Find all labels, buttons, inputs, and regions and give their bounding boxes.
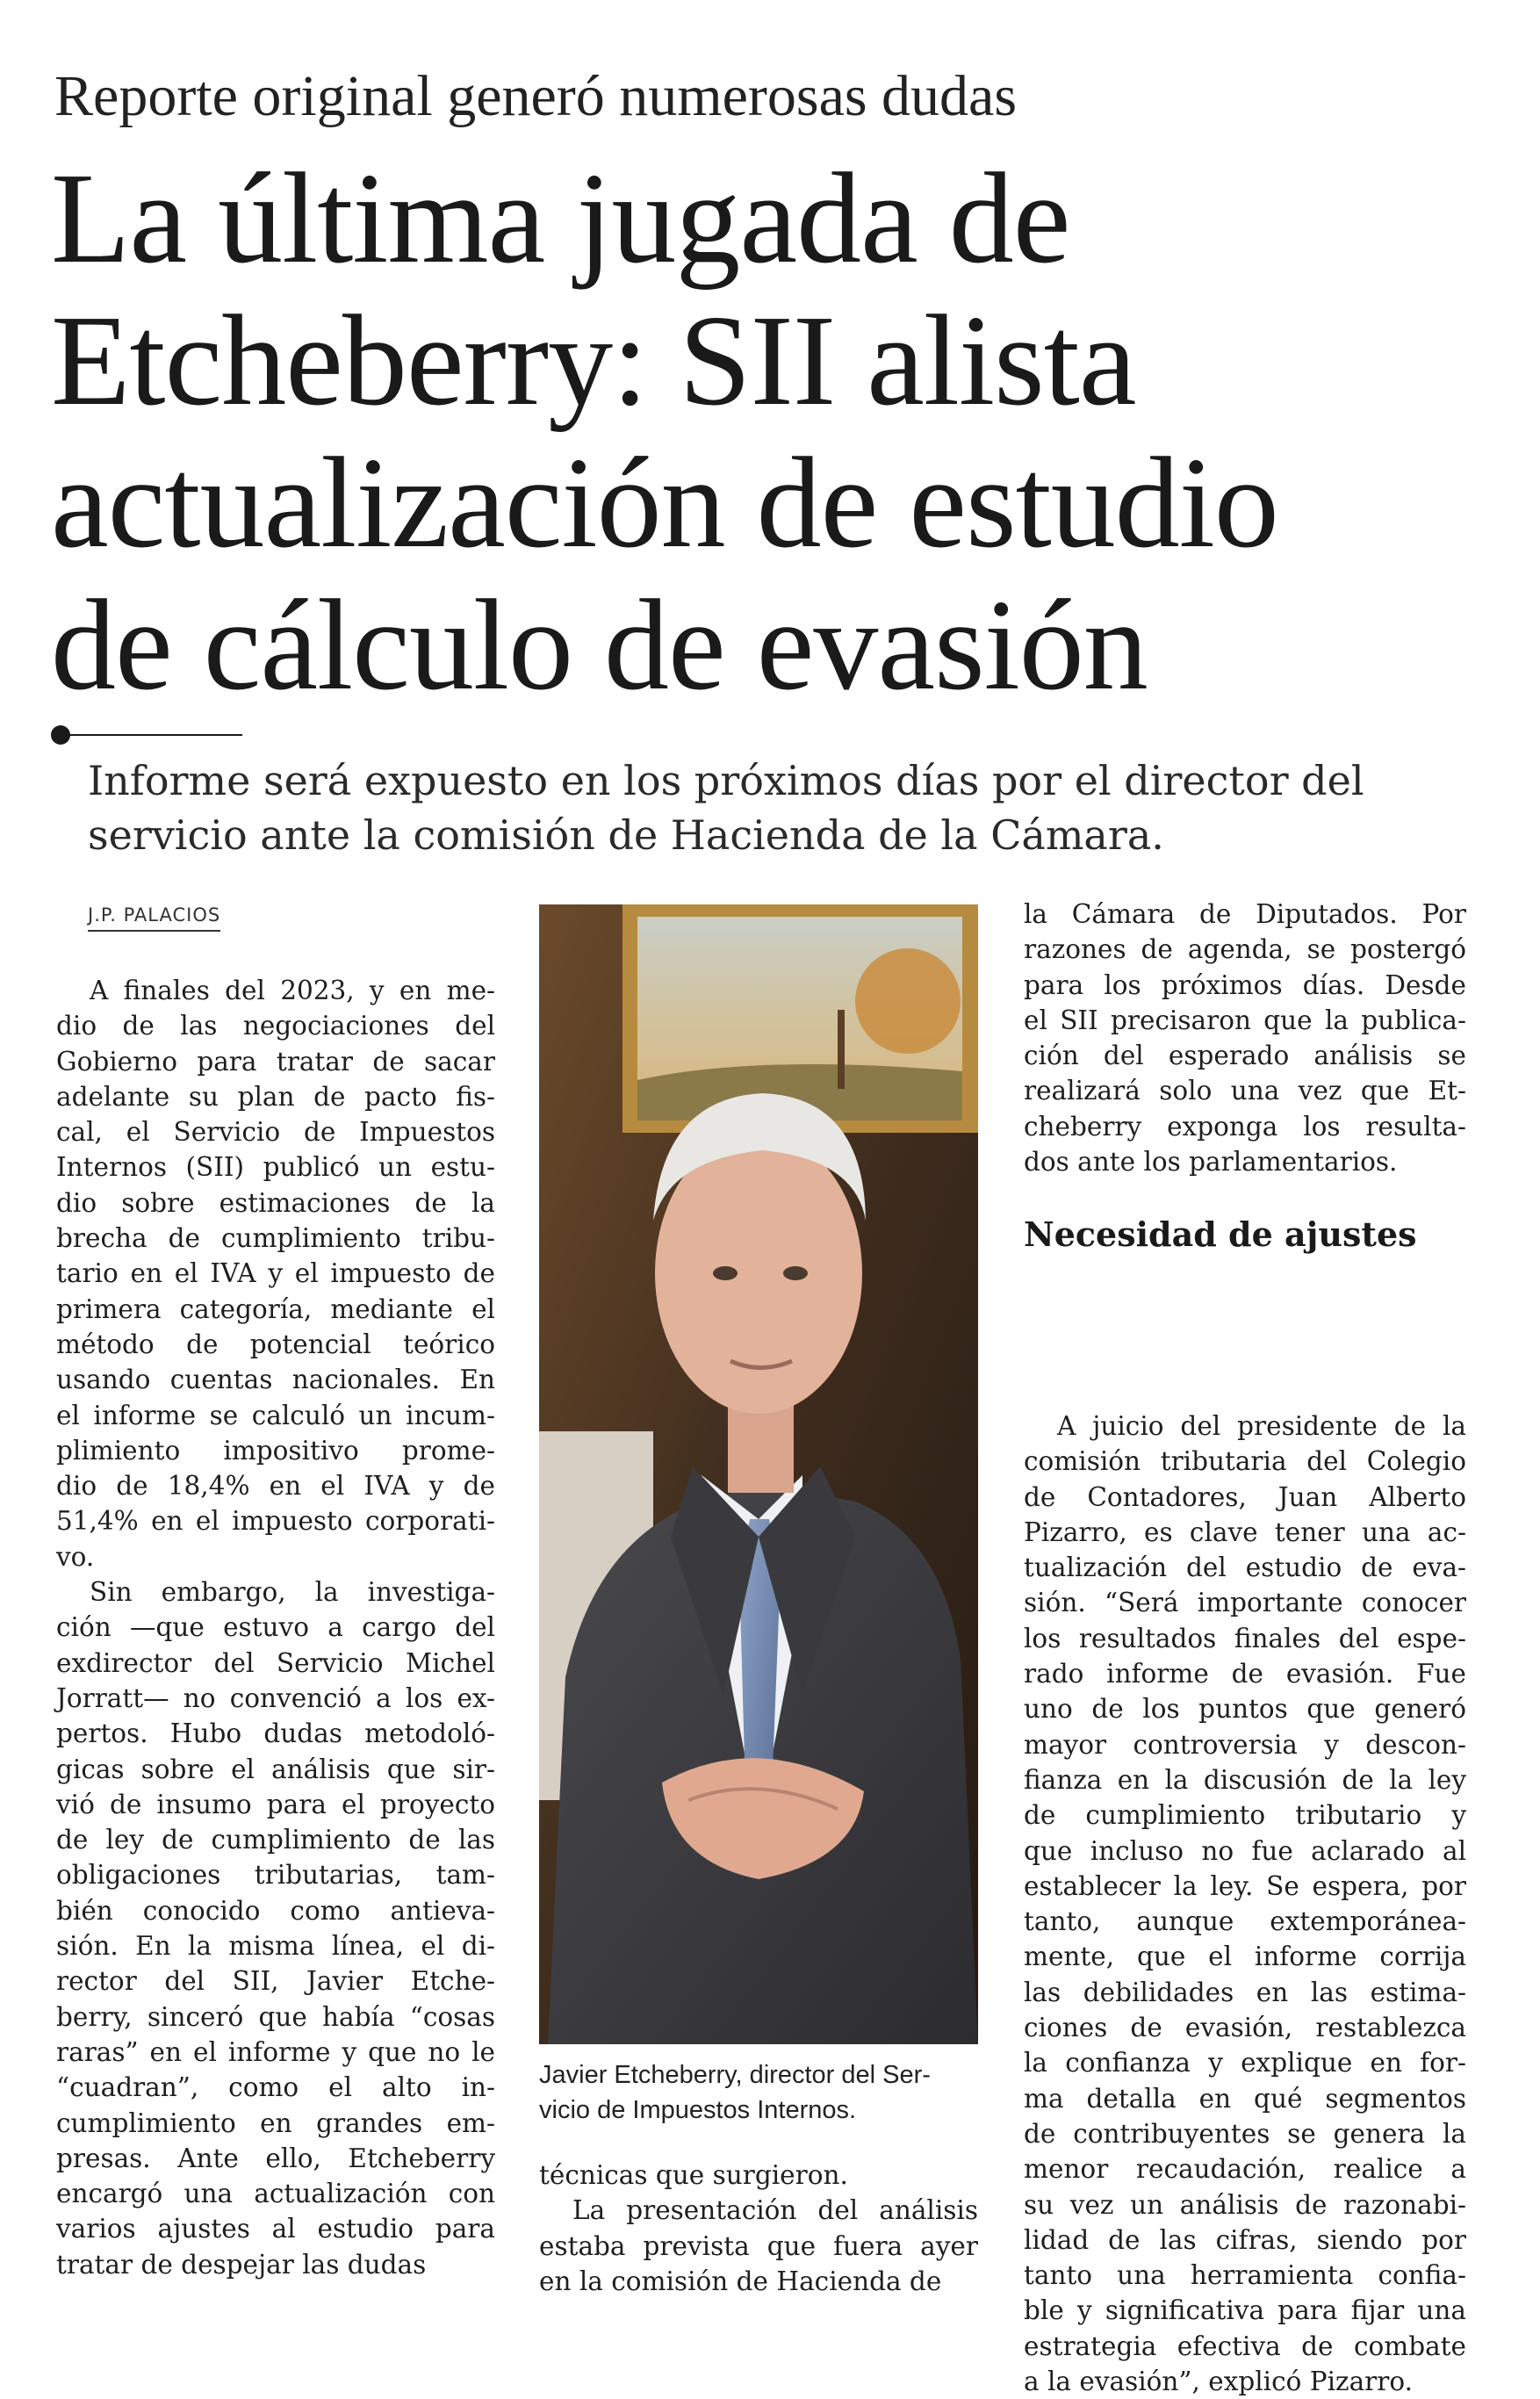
text-line: técnicas que surgieron. <box>539 2160 848 2190</box>
text-line: dio de 18,4% en el IVA y de <box>56 1471 495 1502</box>
portrait-photo <box>539 904 978 2044</box>
text-line: ción del esperado análisis se <box>1024 1041 1466 1071</box>
text-line: el informe se calculó un incum- <box>56 1400 495 1430</box>
text-line: La presentación del análisis <box>572 2195 978 2226</box>
text-line: berry, sinceró que había “cosas <box>56 2001 495 2032</box>
text-line: exdirector del Servicio Michel <box>56 1647 495 1678</box>
text-line: las debilidades en las estima- <box>1024 1977 1466 2007</box>
text-line: usando cuentas nacionales. En <box>56 1365 495 1395</box>
text-line: de contribuyentes se genera la <box>1024 2118 1466 2149</box>
text-line: de Contadores, Juan Alberto <box>1024 1481 1466 1512</box>
text-line: fianza en la discusión de la ley <box>1024 1764 1466 1795</box>
text-line: sión. En la misma línea, el di- <box>56 1931 495 1962</box>
text-line: varios ajustes al estudio para <box>56 2214 495 2244</box>
text-line: vió de insumo para el proyecto <box>56 1789 495 1819</box>
text-line: 51,4% en el impuesto corporati- <box>56 1506 495 1537</box>
text-line: lidad de las cifras, siendo por <box>1024 2224 1466 2255</box>
text-line: sión. “Será importante conocer <box>1024 1588 1466 1618</box>
text-line: primera categoría, mediante el <box>56 1293 495 1324</box>
headline-line: La última jugada de <box>51 147 1070 291</box>
caption-line: Javier Etcheberry, director del Ser- <box>539 2061 931 2089</box>
text-line: ción —que estuvo a cargo del <box>56 1612 495 1643</box>
headline-line: actualización de estudio <box>51 431 1278 575</box>
text-line: de ley de cumplimiento de las <box>56 1825 495 1855</box>
headline-line: Etcheberry: SII alista <box>51 289 1136 433</box>
text-line: los resultados finales del espe- <box>1024 1623 1466 1653</box>
deck <box>88 753 1510 862</box>
text-line: la Cámara de Diputados. Por <box>1024 899 1466 929</box>
text-line: menor recaudación, realice a <box>1024 2154 1466 2185</box>
text-line: rado informe de evasión. Fue <box>1024 1659 1466 1689</box>
text-line: plimiento impositivo prome- <box>56 1435 495 1466</box>
text-line: ma detalla en qué segmentos <box>1024 2083 1466 2114</box>
text-line: el SII precisaron que la publica- <box>1024 1005 1466 1035</box>
text-line: comisión tributaria del Colegio <box>1024 1446 1466 1477</box>
kicker: Reporte original generó numerosas dudas <box>54 64 1018 128</box>
text-line: mayor controversia y descon- <box>1024 1729 1466 1760</box>
article-column-1 <box>56 973 495 2282</box>
text-line: de cumplimiento tributario y <box>1024 1800 1466 1831</box>
text-line: adelante su plan de pacto fis- <box>56 1081 495 1112</box>
text-line: tario en el IVA y el impuesto de <box>56 1258 495 1289</box>
text-line: razones de agenda, se postergó <box>1024 934 1466 965</box>
text-line: pertos. Hubo dudas metodoló- <box>56 1718 495 1749</box>
text-line: bién conocido como antieva- <box>56 1895 495 1926</box>
text-line: su vez un análisis de razonabi- <box>1024 2189 1466 2220</box>
text-line: tanto una herramienta confia- <box>1024 2260 1466 2291</box>
text-line: Internos (SII) publicó un estu- <box>56 1152 495 1183</box>
text-line: Pizarro, es clave tener una ac- <box>1024 1516 1466 1547</box>
text-line: ciones de evasión, restablezca <box>1024 2013 1466 2043</box>
photo-caption <box>539 2057 978 2128</box>
text-line: gicas sobre el análisis que sir- <box>56 1754 495 1784</box>
text-line: raras” en el informe y que no le <box>56 2036 495 2067</box>
text-line: en la comisión de Hacienda de <box>539 2266 942 2296</box>
text-line: método de potencial teórico <box>56 1329 495 1359</box>
text-line: encargó una actualización con <box>56 2179 495 2209</box>
text-line: Sin embargo, la investiga- <box>90 1577 495 1608</box>
text-line: cumplimiento en grandes em- <box>56 2107 495 2138</box>
text-line: tanto, aunque extemporánea- <box>1024 1906 1466 1937</box>
article-column-3-top <box>1024 897 1466 1179</box>
deck-line: servicio ante la comisión de Hacienda de la Cámara. <box>88 811 1164 859</box>
text-line: rector del SII, Javier Etche- <box>56 1966 495 1997</box>
text-line: brecha de cumplimiento tribu- <box>56 1223 495 1254</box>
text-line: estaba prevista que fuera ayer <box>539 2230 978 2261</box>
text-line: dio de las negociaciones del <box>56 1011 495 1041</box>
deck-line: Informe será expuesto en los próximos días por el director del <box>88 757 1364 804</box>
text-line: dio sobre estimaciones de la <box>56 1187 495 1218</box>
text-line: ble y significativa para fijar una <box>1024 2295 1466 2326</box>
text-line: “cuadran”, como el alto in- <box>56 2072 495 2103</box>
caption-line: vicio de Impuestos Internos. <box>539 2096 857 2124</box>
text-line: la confianza y explique en for- <box>1024 2048 1466 2078</box>
byline: J.P. PALACIOS <box>88 904 220 932</box>
text-line: dos ante los parlamentarios. <box>1024 1147 1398 1178</box>
text-line: vo. <box>56 1541 95 1572</box>
text-line: Gobierno para tratar de sacar <box>56 1046 495 1077</box>
text-line: tualización del estudio de eva- <box>1024 1553 1466 1583</box>
text-line: A finales del 2023, y en me- <box>90 976 495 1005</box>
text-line: Jorratt— no convenció a los ex- <box>56 1682 495 1713</box>
subheading: Necesidad de ajustes <box>1024 1214 1417 1254</box>
text-line: establecer la ley. Se espera, por <box>1024 1870 1466 1901</box>
text-line: mente, que el informe corrija <box>1024 1942 1466 1972</box>
headline-line: de cálculo de evasión <box>51 573 1148 717</box>
text-line: A juicio del presidente de la <box>1057 1411 1466 1441</box>
article-column-2 <box>539 2158 978 2299</box>
text-line: obligaciones tributarias, tam- <box>56 1860 495 1891</box>
text-line: para los próximos días. Desde <box>1024 969 1466 1000</box>
text-line: cal, el Servicio de Impuestos <box>56 1117 495 1148</box>
article-column-3-bottom <box>1024 1408 1466 2399</box>
text-line: cheberry exponga los resulta- <box>1024 1111 1466 1142</box>
text-line: uno de los puntos que generó <box>1024 1694 1466 1725</box>
text-line: presas. Ante ello, Etcheberry <box>56 2143 495 2173</box>
rule-line <box>61 734 242 736</box>
text-line: estrategia efectiva de combate <box>1024 2331 1466 2361</box>
text-line: que incluso no fue aclarado al <box>1024 1835 1466 1866</box>
text-line: realizará solo una vez que Et- <box>1024 1076 1466 1106</box>
text-line: a la evasión”, explicó Pizarro. <box>1024 2367 1413 2397</box>
headline <box>51 148 1508 717</box>
text-line: tratar de despejar las dudas <box>56 2249 427 2280</box>
